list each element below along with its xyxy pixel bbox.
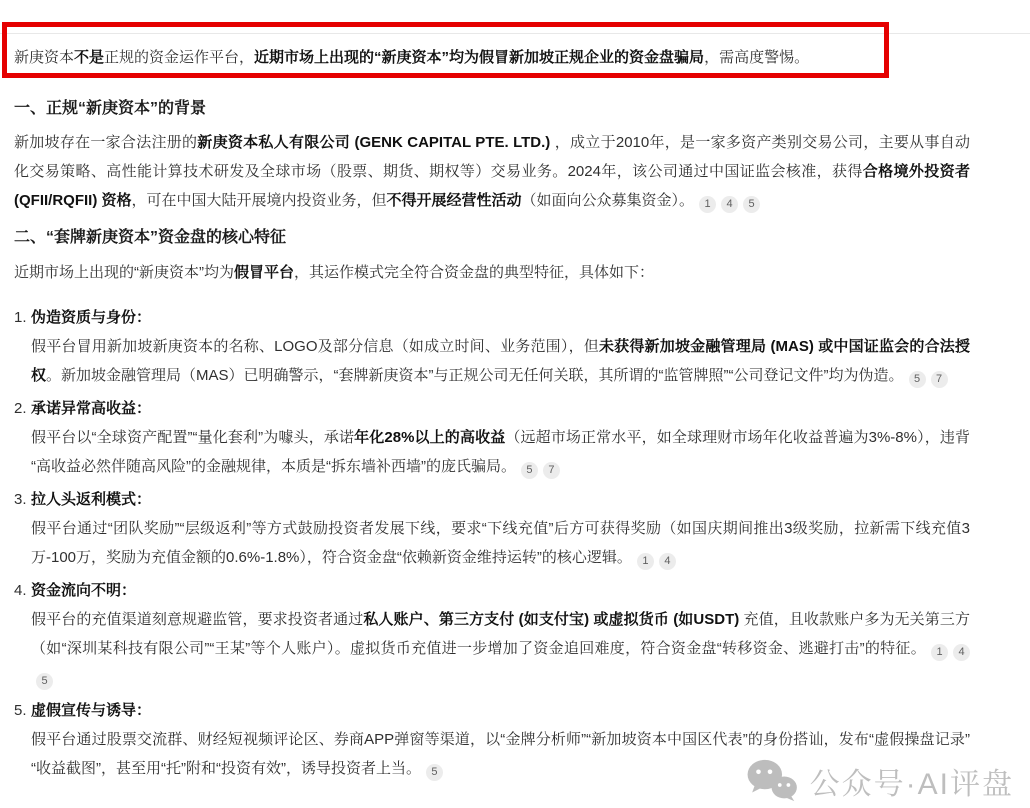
text-segment: 新庚资本	[14, 49, 75, 66]
text-segment: 近期市场上出现的“新庚资本”均为	[14, 264, 234, 281]
section-1-heading: 一、正规“新庚资本”的背景	[14, 100, 207, 117]
list-item-number: 1.	[14, 309, 27, 326]
list-item-number: 4.	[14, 582, 27, 599]
text-segment: 正规的资金运作平台，	[104, 49, 255, 66]
list-item-title: 承诺异常高收益：	[31, 400, 152, 417]
citation-badge[interactable]: 5	[36, 673, 53, 690]
list-item	[14, 485, 970, 572]
citation-badge[interactable]: 4	[953, 644, 970, 661]
text-segment: 假平台冒用新加坡新庚资本的名称、LOGO及部分信息（如成立时间、业务范围），但	[31, 338, 599, 355]
text-segment: 私人账户、第三方支付 (如支付宝) 或虚拟货币 (如USDT)	[363, 611, 744, 628]
citation-badge[interactable]: 5	[521, 462, 538, 479]
text-segment: 新庚资本私人有限公司 (GENK CAPITAL PTE. LTD.)	[197, 134, 555, 151]
list-item-number: 5.	[14, 702, 27, 719]
watermark-text: 公众号·AI评盘	[809, 768, 1014, 801]
citation-badge[interactable]: 5	[909, 371, 926, 388]
text-segment: 充值，且收款账户多为无关第三方（如“深圳某科技有限公司”“王某”等个人账户）。虚拟货币充值进一步增加了资金追回难度，符合资金盘“转移资金、逃避打击”的特征。	[31, 611, 970, 657]
text-segment: 假平台的充值渠道刻意规避监管，要求投资者通过	[31, 611, 364, 628]
text-segment: 新加坡存在一家合法注册的	[14, 134, 198, 151]
section-2-heading: 二、“套牌新庚资本”资金盘的核心特征	[14, 229, 287, 246]
text-segment: （远超市场正常水平，如全球理财市场年化收益普遍为3%-8%），违背“高收益必然伴随高风险”的金融规律，本质是“拆东墙补西墙”的庞氏骗局。	[31, 429, 971, 475]
citation-badge[interactable]: 4	[659, 553, 676, 570]
text-segment: 假冒平台	[234, 264, 295, 281]
section-2-intro	[14, 258, 970, 287]
text-segment: （如面向公众募集资金）。	[521, 192, 695, 209]
feature-list	[14, 303, 970, 783]
list-item	[14, 394, 970, 481]
text-segment: 近期市场上出现的“新庚资本”均为假冒新加坡正规企业的资金盘骗局	[254, 49, 705, 66]
citation-badge[interactable]: 7	[543, 462, 560, 479]
text-segment: 。新加坡金融管理局（MAS）已明确警示，“套牌新庚资本”与正规公司无任何关联，其所谓的“监管牌照”“公司登记文件”均为伪造。	[46, 367, 904, 384]
list-item-description	[31, 514, 970, 572]
text-segment: 不是	[74, 49, 105, 66]
list-item-description	[31, 423, 970, 481]
citation-badge[interactable]: 1	[931, 644, 948, 661]
text-segment: ，需高度警惕。	[704, 49, 810, 66]
citation-badge[interactable]: 7	[931, 371, 948, 388]
citation-badge[interactable]: 5	[743, 196, 760, 213]
text-segment: 合格境外投资者 (QFII/RQFII) 资格	[14, 163, 970, 209]
text-segment: 不得开展经营性活动	[386, 192, 522, 209]
text-segment: 假平台通过“团队奖励”“层级返利”等方式鼓励投资者发展下线，要求“下线充值”后方可获得奖励（如国庆期间推出3级奖励，拉新需下线充值3万-100万，奖励为充值金额的0.6%-1.8%），符合资金盘“依赖新资金维持运转”的核心逻辑。	[31, 520, 970, 566]
citation-badge[interactable]: 1	[699, 196, 716, 213]
list-item-title: 伪造资质与身份：	[31, 309, 152, 326]
list-item-title: 虚假宣传与诱导：	[31, 702, 152, 719]
text-segment: 年化28%以上的高收益	[354, 429, 506, 446]
citation-badge[interactable]: 5	[426, 764, 443, 781]
list-item	[14, 696, 970, 783]
alert-summary	[14, 43, 970, 73]
text-segment: 未获得新加坡金融管理局 (MAS) 或中国证监会的合法授权	[31, 338, 970, 384]
list-item-description	[31, 605, 970, 692]
list-item-number: 2.	[14, 400, 27, 417]
section-1-paragraph	[14, 128, 970, 215]
citation-badge[interactable]: 1	[637, 553, 654, 570]
list-item	[14, 576, 970, 692]
text-segment: ，其运作模式完全符合资金盘的典型特征，具体如下：	[294, 264, 655, 281]
text-segment: ，成立于2010年，是一家多资产类别交易公司，主要从事自动化交易策略、高性能计算技术研发及全球市场（股票、期货、期权等）交易业务。2024年，该公司通过中国证监会核准，获得	[14, 134, 970, 180]
list-item-number: 3.	[14, 491, 27, 508]
citation-badge[interactable]: 4	[721, 196, 738, 213]
text-segment: 假平台以“全球资产配置”“量化套利”为噱头，承诺	[31, 429, 355, 446]
list-item	[14, 303, 970, 390]
list-item-title: 资金流向不明：	[31, 582, 137, 599]
list-item-description	[31, 332, 970, 390]
list-item-title: 拉人头返利模式：	[31, 491, 152, 508]
text-segment: 假平台通过股票交流群、财经短视频评论区、券商APP弹窗等渠道，以“金牌分析师”“新加坡资本中国区代表”的身份搭讪，发布“虚假操盘记录”“收益截图”，甚至用“托”附和“投资有效”，诱导投资者上当。	[31, 731, 970, 777]
text-segment: ，可在中国大陆开展境内投资业务，但	[131, 192, 387, 209]
list-item-description	[31, 725, 970, 783]
